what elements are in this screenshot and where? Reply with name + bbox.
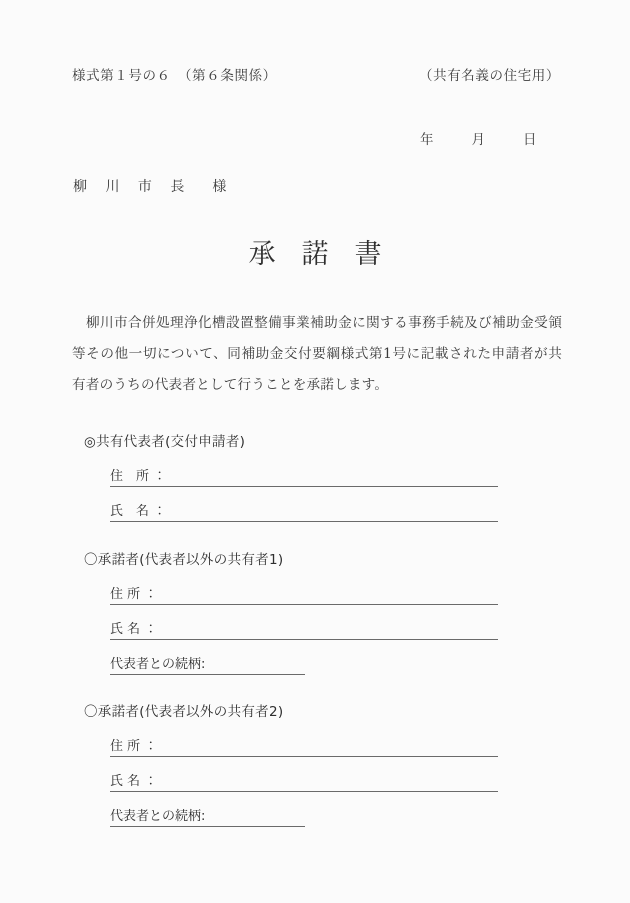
page-title: 承諾書 — [248, 239, 408, 270]
section-co-owner-2-title: 〇承諾者(代表者以外の共有者2) — [84, 704, 284, 720]
section-co-owner-1-title: 〇承諾者(代表者以外の共有者1) — [84, 552, 284, 568]
field-label-relationship: 代表者との続柄: — [110, 809, 206, 824]
field-label-relationship: 代表者との続柄: — [110, 657, 206, 672]
section-representative-fields — [84, 464, 544, 522]
field-label-name: 氏 名 ： — [110, 622, 158, 637]
section-co-owner-1-fields — [84, 582, 544, 675]
form-usage-note: （共有名義の住宅用） — [419, 68, 560, 84]
field-row-address[interactable] — [110, 582, 498, 605]
section-representative-title: ◎共有代表者(交付申請者) — [84, 434, 246, 450]
date-year-label: 年 — [420, 132, 434, 148]
field-row-relationship[interactable] — [110, 804, 305, 827]
document-header — [72, 64, 560, 84]
field-label-address: 住 所 ： — [110, 469, 167, 484]
date-day-label: 日 — [523, 132, 537, 148]
field-row-name[interactable] — [110, 617, 498, 640]
section-representative — [84, 430, 544, 522]
field-label-name: 氏 名 ： — [110, 504, 167, 519]
body-paragraph: 柳川市合併処理浄化槽設置整備事業補助金に関する事務手続及び補助金受領等その他一切について、同補助金交付要綱様式第1号に記載された申請者が共有者のうちの代表者として行うことを承諾します。 — [72, 315, 562, 393]
field-label-address: 住 所 ： — [110, 587, 158, 602]
field-row-name[interactable] — [110, 769, 498, 792]
addressee-line: 柳 川 市 長 様 — [73, 179, 234, 195]
field-row-relationship[interactable] — [110, 652, 305, 675]
section-co-owner-2-fields — [84, 734, 544, 827]
section-co-owner-1 — [84, 548, 544, 675]
date-line — [420, 128, 570, 148]
field-label-name: 氏 名 ： — [110, 774, 158, 789]
field-label-address: 住 所 ： — [110, 739, 158, 754]
field-row-address[interactable] — [110, 464, 498, 487]
field-row-name[interactable] — [110, 499, 498, 522]
form-number-label: 様式第１号の６ （第６条関係） — [72, 68, 277, 84]
section-co-owner-2 — [84, 700, 544, 827]
field-row-address[interactable] — [110, 734, 498, 757]
date-month-label: 月 — [471, 132, 485, 148]
